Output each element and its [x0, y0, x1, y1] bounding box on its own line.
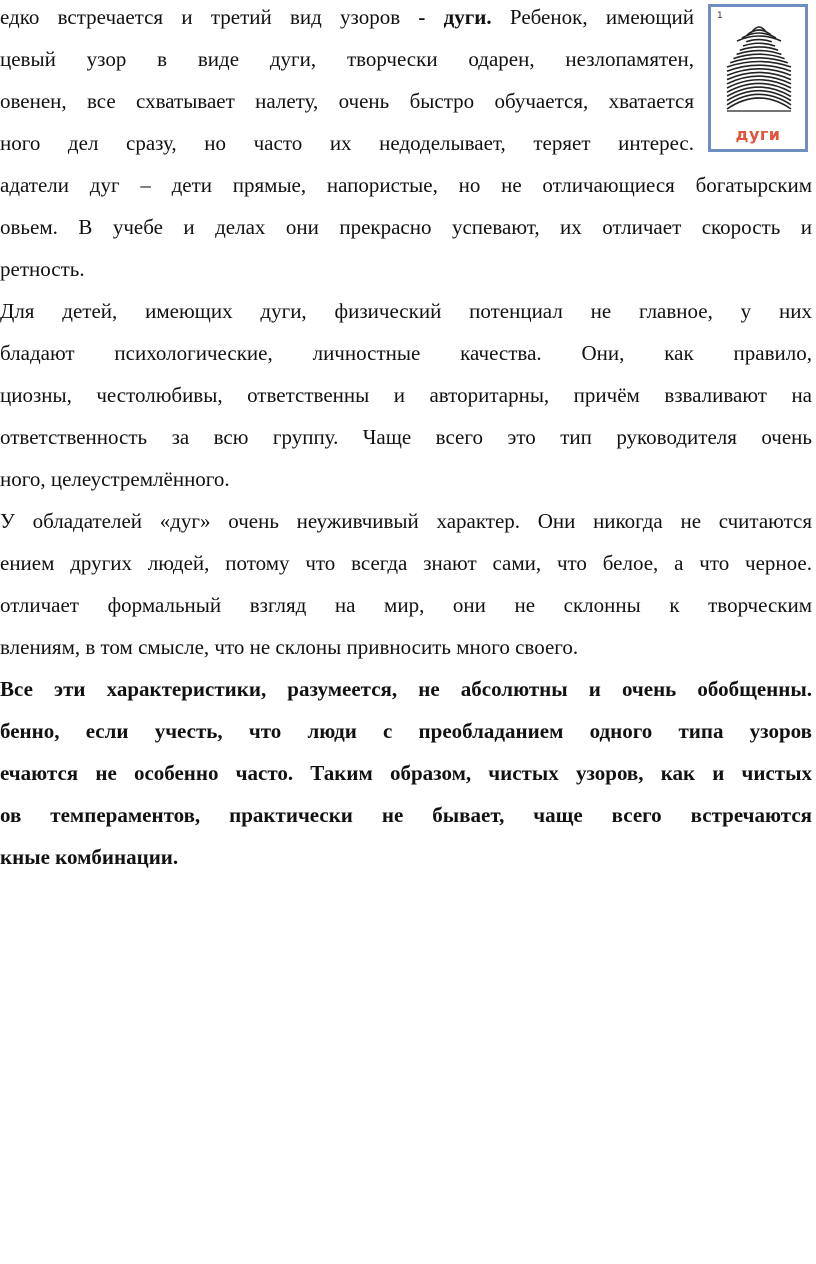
- paragraph-1-line-5: адатели дуг – дети прямые, напористые, но не отличающиеся богатырским: [0, 173, 812, 197]
- term-arches: - дуги.: [418, 5, 492, 29]
- paragraph-2-line-4: ответственность за всю группу. Чаще всего это тип руководителя очень: [0, 425, 812, 449]
- paragraph-2-line-2: бладают психологические, личностные качества. Они, как правило,: [0, 341, 812, 365]
- paragraph-1-line-2: цевый узор в виде дуги, творчески одарен, незлопамятен,: [0, 47, 694, 71]
- paragraph-1-line-1: едко встречается и третий вид узоров - дуги. Ребенок, имеющий: [0, 5, 694, 29]
- paragraph-2-line-5: ного, целеустремлённого.: [0, 467, 230, 491]
- arch-pattern-figure: [708, 4, 808, 152]
- paragraph-3-line-4: влениям, в том смысле, что не склоны привносить много своего.: [0, 635, 579, 659]
- paragraph-1-line-4: ного дел сразу, но часто их недоделывает, теряет интерес.: [0, 131, 694, 155]
- paragraph-3-line-2: ением других людей, потому что всегда знают сами, что белое, а что черное.: [0, 551, 812, 575]
- ridge-line: [746, 40, 772, 42]
- paragraph-1-line-7: ретность.: [0, 257, 85, 281]
- paragraph-4-line-2: бенно, если учесть, что люди с преобладанием одного типа узоров: [0, 719, 812, 743]
- paragraph-3-line-1: У обладателей «дуг» очень неуживчивый характер. Они никогда не считаются: [0, 509, 812, 533]
- paragraph-2-line-1: Для детей, имеющих дуги, физический потенциал не главное, у них: [0, 299, 812, 323]
- paragraph-4-line-3: ечаются не особенно часто. Таким образом, чистых узоров, как и чистых: [0, 761, 812, 785]
- figure-caption: дуги: [735, 125, 781, 144]
- paragraph-3-line-3: отличает формальный взгляд на мир, они не склонны к творческим: [0, 593, 812, 617]
- paragraph-4-line-1: Все эти характеристики, разумеется, не абсолютны и очень обобщенны.: [0, 677, 812, 701]
- paragraph-4-line-5: кные комбинации.: [0, 845, 179, 869]
- paragraph-1-line-6: овьем. В учебе и делах они прекрасно успевают, их отличает скорость и: [0, 215, 812, 239]
- figure-number: 1: [717, 11, 723, 21]
- ridge-line: [740, 47, 778, 50]
- paragraph-1-line-3: овенен, все схватывает налету, очень быстро обучается, хватается: [0, 89, 694, 113]
- paragraph-4-line-4: ов темпераментов, практически не бывает, чаще всего встречаются: [0, 803, 812, 827]
- ridge-line: [727, 62, 791, 68]
- paragraph-2-line-3: циозны, честолюбивы, ответственны и авторитарны, причём взваливают на: [0, 383, 812, 407]
- fingerprint-arch-icon: [721, 15, 797, 123]
- ridge-line: [743, 43, 775, 46]
